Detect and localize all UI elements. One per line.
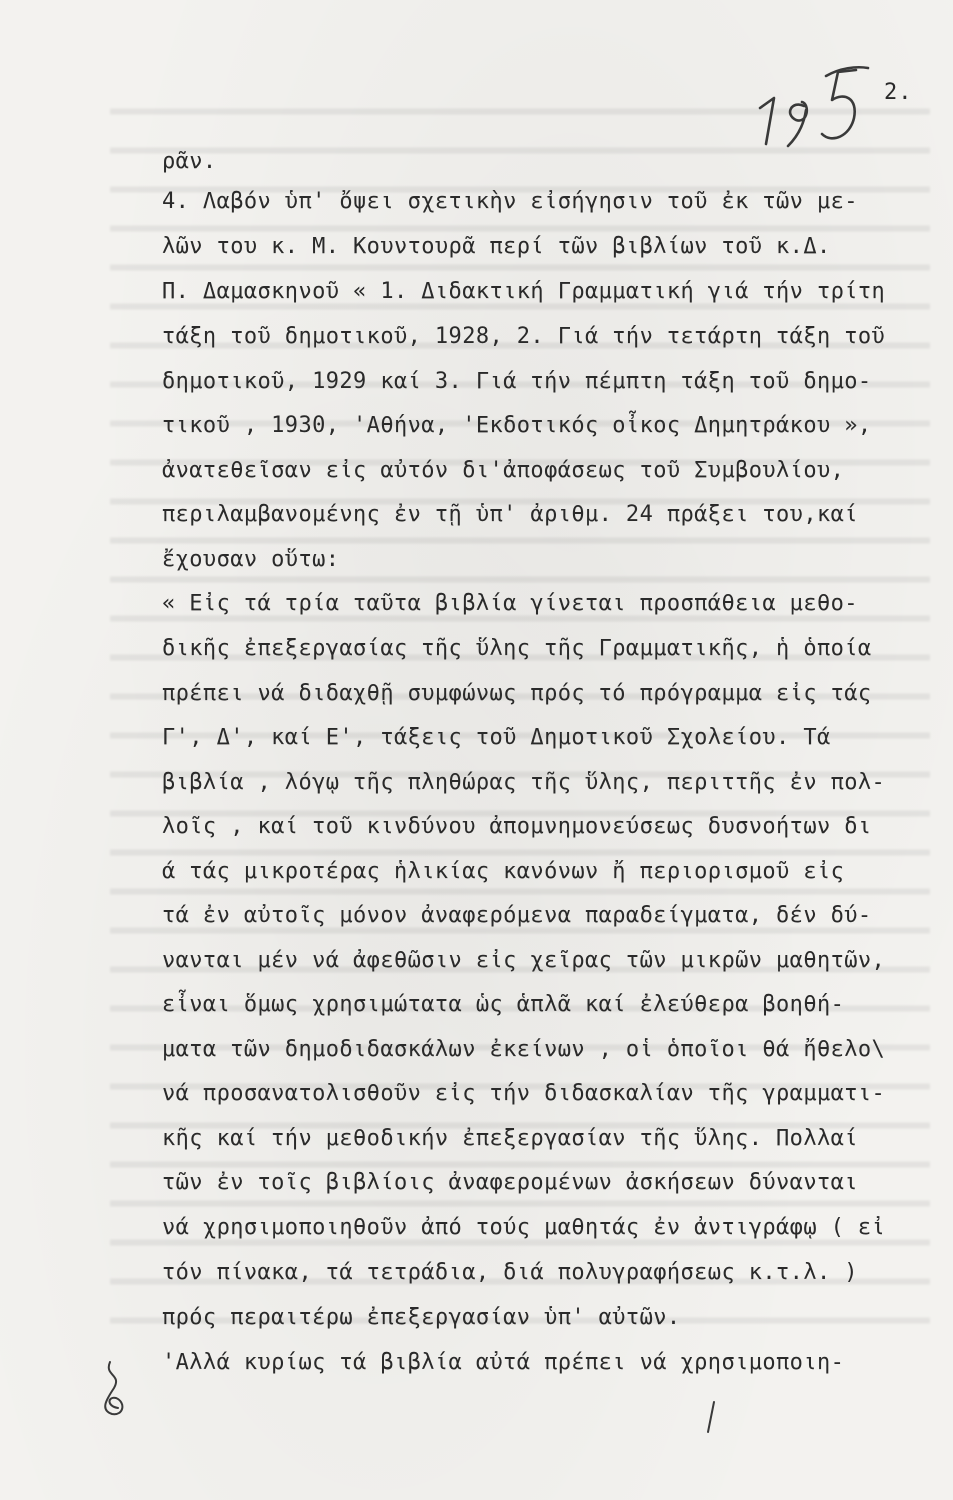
text-line: τῶν ἐν τοῖς βιβλίοις ἀναφερομένων ἀσκήσεων δύνανται bbox=[162, 1170, 858, 1195]
text-line: πρός περαιτέρω ἐπεξεργασίαν ὑπ' αὐτῶν. bbox=[162, 1305, 681, 1330]
text-line: δικῆς ἐπεξεργασίας τῆς ὕλης τῆς Γραμματικῆς, ἡ ὁποία bbox=[162, 636, 872, 661]
text-line: ἔχουσαν οὕτω: bbox=[162, 547, 340, 572]
text-line: ματα τῶν δημοδιδασκάλων ἐκείνων , οἱ ὁποῖοι θά ἤθελο\ bbox=[162, 1037, 886, 1062]
text-line: τάξη τοῦ δημοτικοῦ, 1928, 2. Γιά τήν τετάρτη τάξη τοῦ bbox=[162, 324, 886, 349]
text-line: λῶν του κ. Μ. Κουντουρᾶ περί τῶν βιβλίων τοῦ κ.Δ. bbox=[162, 234, 831, 259]
text-line: 'Αλλά κυρίως τά βιβλία αὐτά πρέπει νά χρησιμοποιη- bbox=[162, 1350, 845, 1375]
text-line: πρέπει νά διδαχθῇ συμφώνως πρός τό πρόγραμμα εἰς τάς bbox=[162, 681, 872, 706]
text-line: νά προσανατολισθοῦν εἰς τήν διδασκαλίαν τῆς γραμματι- bbox=[162, 1081, 886, 1106]
handwritten-folio-number bbox=[752, 62, 870, 152]
text-line: Γ', Δ', καί Ε', τάξεις τοῦ Δημοτικοῦ Σχολείου. Τά bbox=[162, 725, 831, 750]
text-line: δημοτικοῦ, 1929 καί 3. Γιά τήν πέμπτη τάξη τοῦ δημο- bbox=[162, 369, 872, 394]
text-line: νά χρησιμοποιηθοῦν ἀπό τούς μαθητάς ἐν ἀντιγράφῳ ( εἰ bbox=[162, 1215, 886, 1240]
text-line: τικοῦ , 1930, 'Αθήνα, 'Εκδοτικός οἶκος Δημητράκου », bbox=[162, 413, 872, 438]
text-line: τόν πίνακα, τά τετράδια, διά πολυγραφήσεως κ.τ.λ. ) bbox=[162, 1260, 858, 1285]
text-line: « Εἰς τά τρία ταῦτα βιβλία γίνεται προσπάθεια μεθο- bbox=[162, 591, 858, 616]
text-line: ἀνατεθεῖσαν εἰς αὐτόν δι'ἀποφάσεως τοῦ Συμβουλίου, bbox=[162, 458, 845, 483]
text-line: εἶναι ὅμως χρησιμώτατα ὡς ἁπλᾶ καί ἐλεύθερα βοηθή- bbox=[162, 992, 845, 1017]
text-line: ά τάς μικροτέρας ἡλικίας κανόνων ἤ περιορισμοῦ εἰς bbox=[162, 859, 845, 884]
handwritten-initial-mark bbox=[96, 1358, 136, 1418]
text-line: λοῖς , καί τοῦ κινδύνου ἀπομνημονεύσεως δυσνοήτων δι bbox=[162, 814, 872, 839]
text-line: νανται μέν νά ἀφεθῶσιν εἰς χεῖρας τῶν μικρῶν μαθητῶν, bbox=[162, 948, 886, 973]
text-line: 4. Λαβόν ὑπ' ὄψει σχετικὴν εἰσήγησιν τοῦ ἐκ τῶν με- bbox=[162, 189, 858, 214]
pen-tick-mark bbox=[700, 1398, 720, 1438]
page-number: 2. bbox=[884, 80, 913, 105]
text-line: ρᾶν. bbox=[162, 149, 217, 174]
text-line: βιβλία , λόγῳ τῆς πληθώρας τῆς ὕλης, περιττῆς ἐν πολ- bbox=[162, 770, 886, 795]
text-line: κῆς καί τήν μεθοδικήν ἐπεξεργασίαν τῆς ὕλης. Πολλαί bbox=[162, 1126, 858, 1151]
text-line: Π. Δαμασκηνοῦ « 1. Διδακτική Γραμματική γιά τήν τρίτη bbox=[162, 279, 886, 304]
text-line: περιλαμβανομένης ἐν τῇ ὑπ' ἀριθμ. 24 πράξει του,καί bbox=[162, 502, 858, 527]
text-line: τά ἐν αὐτοῖς μόνον ἀναφερόμενα παραδείγματα, δέν δύ- bbox=[162, 903, 872, 928]
